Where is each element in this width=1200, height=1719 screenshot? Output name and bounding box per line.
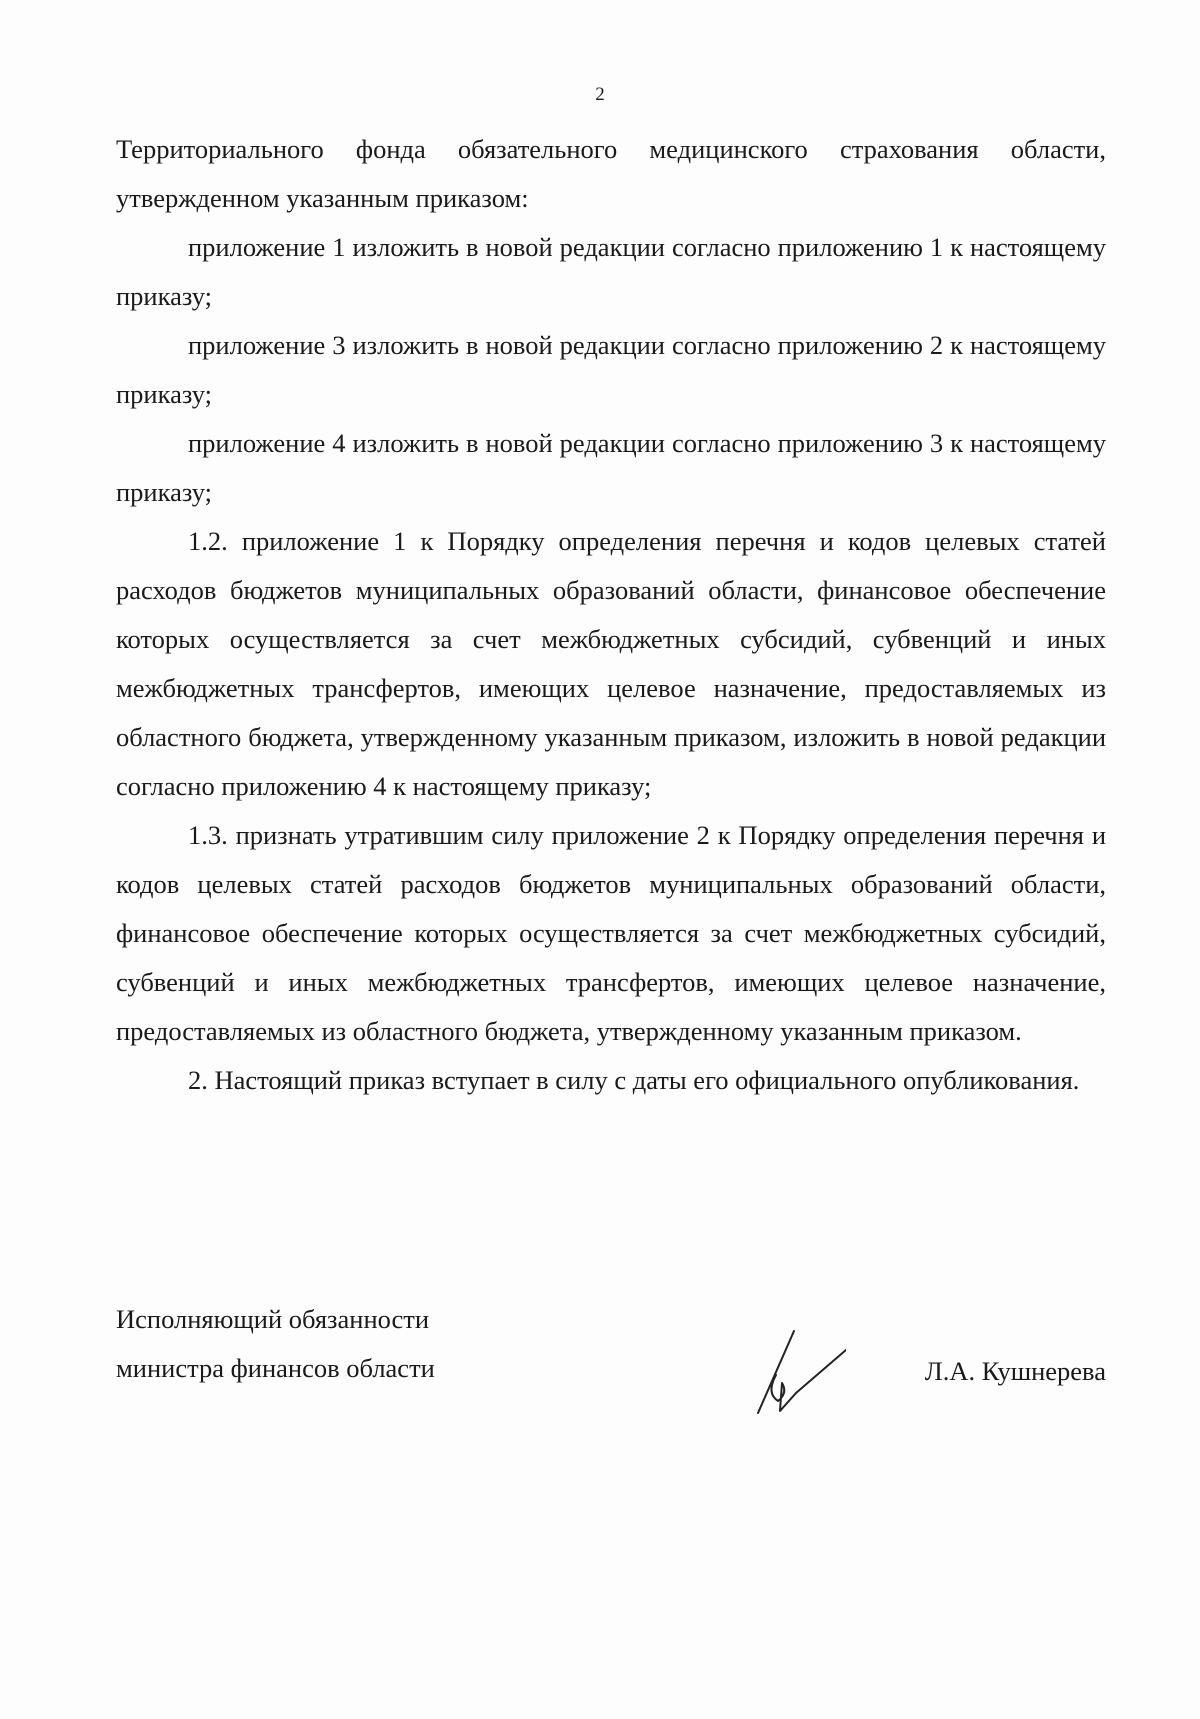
paragraph-continuation: Территориального фонда обязательного медицинского страхования области, утвержденном указанным приказом: [116,134,1106,213]
document-body [116,125,1106,1105]
paragraph-1-3: 1.3. признать утратившим силу приложение 2 к Порядку определения перечня и кодов целевых статей расходов бюджетов муниципальных образований области, финансовое обеспечение которых осуществляется за счет межбюджетных субсидий, субвенций и иных межбюджетных трансфертов, имеющих целевое назначение, предоставляемых из областного бюджета, утвержденному указанным приказом. [116,820,1106,1046]
signer-title [116,1295,435,1393]
paragraph-2: 2. Настоящий приказ вступает в силу с даты его официального опубликования. [188,1065,1080,1095]
signer-name: Л.А. Кушнерева [924,1356,1106,1386]
paragraph-appendix-1: приложение 1 изложить в новой редакции согласно приложению 1 к настоящему приказу; [116,232,1106,311]
signer-title-line-1: Исполняющий обязанности [116,1304,430,1334]
paragraph-appendix-4: приложение 4 изложить в новой редакции согласно приложению 3 к настоящему приказу; [116,428,1106,507]
page-number: 2 [595,84,605,105]
paragraph-appendix-3: приложение 3 изложить в новой редакции согласно приложению 2 к настоящему приказу; [116,330,1106,409]
signer-title-line-2: министра финансов области [116,1353,435,1383]
paragraph-1-2: 1.2. приложение 1 к Порядку определения перечня и кодов целевых статей расходов бюджетов муниципальных образований области, финансовое обеспечение которых осуществляется за счет межбюджетных субсидий, субвенций и иных межбюджетных трансфертов, имеющих целевое назначение, предоставляемых из областного бюджета, утвержденному указанным приказом, изложить в новой редакции согласно приложению 4 к настоящему приказу; [116,526,1106,801]
handwritten-signature [736,1323,846,1433]
